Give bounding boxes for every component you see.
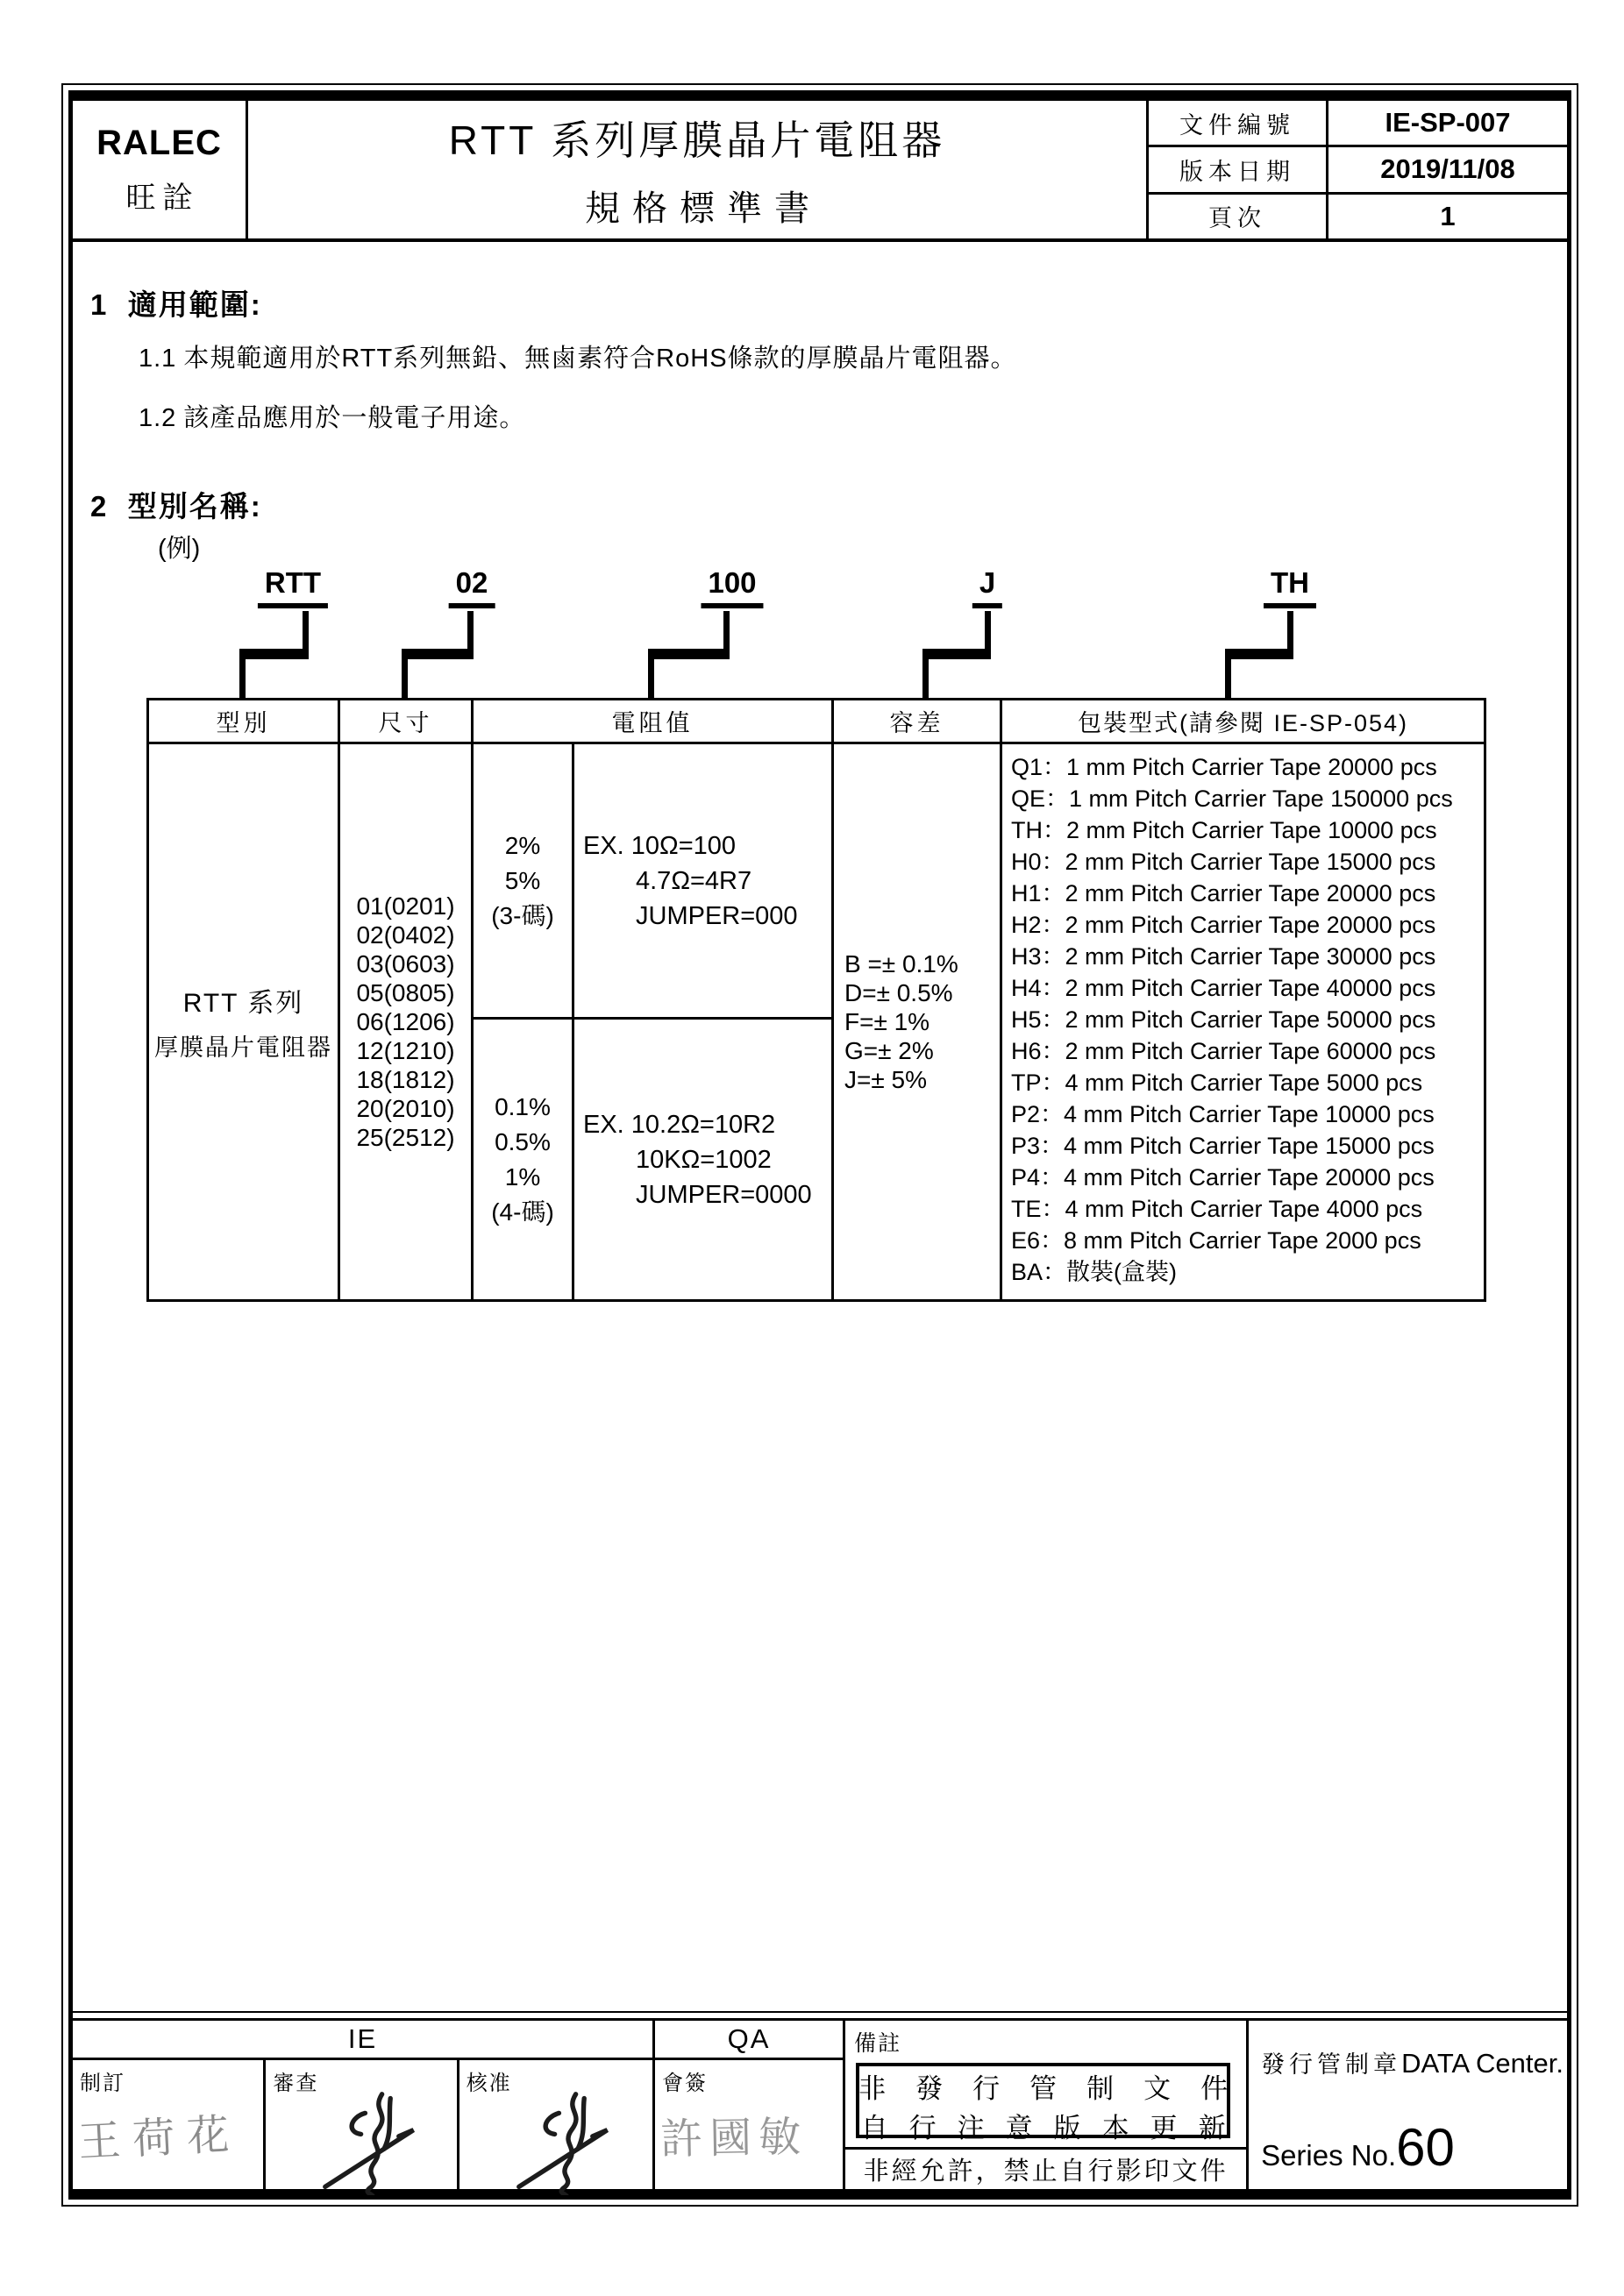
header-resistance: 電阻值 <box>474 700 834 742</box>
connector-segment <box>922 659 929 700</box>
sign-label: 審查 <box>273 2072 319 2095</box>
packaging-item: TP：4 mm Pitch Carrier Tape 5000 pcs <box>1011 1070 1423 1096</box>
doc-no-value: IE-SP-007 <box>1385 107 1511 139</box>
connector-segment <box>303 611 309 650</box>
packaging-item: H4：2 mm Pitch Carrier Tape 40000 pcs <box>1011 975 1436 1001</box>
four-digit-examples <box>574 1020 831 1299</box>
packaging-item: H3：2 mm Pitch Carrier Tape 30000 pcs <box>1011 943 1436 970</box>
doc-no-label: 文件編號 <box>1149 101 1328 145</box>
packaging-item: P3：4 mm Pitch Carrier Tape 15000 pcs <box>1011 1133 1435 1159</box>
packaging-item: H0：2 mm Pitch Carrier Tape 15000 pcs <box>1011 849 1436 875</box>
size-item: 18(1812) <box>356 1066 455 1093</box>
packaging-item: H5：2 mm Pitch Carrier Tape 50000 pcs <box>1011 1006 1436 1033</box>
resistance-three-digit-row <box>474 744 831 1020</box>
sign-cell-reviewed <box>266 2060 459 2189</box>
size-item: 25(2512) <box>356 1124 455 1151</box>
title-block <box>248 101 1149 238</box>
series-number: 60 <box>1396 2118 1455 2177</box>
connector-segment <box>723 611 730 650</box>
copy-notice: 非經允許，禁止自行影印文件 <box>845 2147 1246 2189</box>
size-item: 01(0201) <box>356 892 455 920</box>
tolerance-item: 0.5% <box>495 1127 551 1155</box>
connector-segment <box>239 659 246 700</box>
meta-row-doc-no <box>1149 101 1567 147</box>
footer-top-line <box>73 2011 1567 2013</box>
meta-row-page <box>1149 195 1567 238</box>
packaging-item: TE：4 mm Pitch Carrier Tape 4000 pcs <box>1011 1196 1423 1222</box>
part-code-series: RTT <box>258 566 328 608</box>
connector-segment <box>402 659 408 700</box>
tolerance-item: (3-碼) <box>491 901 554 929</box>
document-title: RTT 系列厚膜晶片電阻器 <box>448 117 946 163</box>
size-item: 05(0805) <box>356 979 455 1006</box>
tolerance-code-item: B =± 0.1% <box>844 950 958 977</box>
notes-box-line1: 非發行管制文件 <box>858 2073 1258 2104</box>
packaging-item: H6：2 mm Pitch Carrier Tape 60000 pcs <box>1011 1038 1436 1064</box>
header-size: 尺寸 <box>340 700 474 742</box>
connector-segment <box>648 649 730 659</box>
signature-scribble <box>510 2090 624 2195</box>
header-model: 型別 <box>149 700 340 742</box>
tolerance-item: 1% <box>504 1162 541 1191</box>
ie-section <box>73 2021 655 2189</box>
connector-segment <box>648 659 654 700</box>
packaging-item: H2：2 mm Pitch Carrier Tape 20000 pcs <box>1011 912 1436 938</box>
example-line: 4.7Ω=4R7 <box>636 866 752 895</box>
cell-sizes <box>340 744 474 1299</box>
scope-item <box>139 338 1017 374</box>
sign-cell-countersign <box>655 2060 843 2189</box>
scope-item-text: 該產品應用於一般電子用途。 <box>183 404 526 432</box>
sign-label: 制訂 <box>80 2072 125 2095</box>
meta-row-date <box>1149 147 1567 194</box>
stamp-value: DATA Center. <box>1401 2048 1563 2079</box>
company-block <box>73 101 248 238</box>
model-heading: 2 型別名稱: <box>90 490 262 522</box>
ie-signature-cells <box>73 2060 652 2189</box>
page-label: 頁次 <box>1149 195 1328 238</box>
part-code-tolerance: J <box>972 566 1002 608</box>
tolerance-item: (4-碼) <box>491 1198 554 1226</box>
signature-scribble <box>317 2090 431 2195</box>
spec-table-body-row <box>149 744 1484 1299</box>
page-value: 1 <box>1440 200 1456 231</box>
cell-model <box>149 744 340 1299</box>
sign-cell-approved <box>459 2060 652 2189</box>
document-subtitle: 規格標準書 <box>585 189 822 228</box>
scope-item-number: 1.2 <box>139 404 177 432</box>
qa-section <box>655 2021 845 2189</box>
packaging-item: BA：散裝(盒裝) <box>1011 1259 1177 1285</box>
series-label: Series No. <box>1261 2139 1397 2172</box>
connector-segment <box>239 649 309 659</box>
document-header <box>73 101 1567 242</box>
scope-heading: 1 適用範圍: <box>90 288 262 321</box>
scope-item <box>139 398 1017 434</box>
header-tolerance: 容差 <box>834 700 1002 742</box>
example-line: 10KΩ=1002 <box>636 1145 772 1174</box>
packaging-item: P4：4 mm Pitch Carrier Tape 20000 pcs <box>1011 1164 1435 1191</box>
tolerance-code-item: D=± 0.5% <box>844 979 953 1006</box>
cell-tolerance-codes <box>834 744 1002 1299</box>
scope-item-text: 本規範適用於RTT系列無鉛、無鹵素符合RoHS條款的厚膜晶片電阻器。 <box>183 345 1017 373</box>
signature-name: 許國敏 <box>659 2112 808 2164</box>
three-digit-examples <box>574 744 831 1017</box>
connector-segment <box>1225 659 1231 700</box>
example-line: EX. 10Ω=100 <box>583 831 737 860</box>
example-line: JUMPER=000 <box>636 901 798 930</box>
signature-name: 王荷花 <box>76 2109 243 2167</box>
company-name-chinese: 旺詮 <box>125 181 200 215</box>
connector-segment <box>467 611 474 650</box>
stamp-line <box>1261 2045 1563 2079</box>
packaging-item: P2：4 mm Pitch Carrier Tape 10000 pcs <box>1011 1101 1435 1127</box>
size-item: 06(1206) <box>356 1008 455 1035</box>
notes-label: 備註 <box>854 2031 902 2056</box>
tolerance-code-item: G=± 2% <box>844 1037 934 1064</box>
packaging-item: QE：1 mm Pitch Carrier Tape 150000 pcs <box>1011 785 1453 812</box>
ie-header: IE <box>73 2021 652 2060</box>
packaging-item: H1：2 mm Pitch Carrier Tape 20000 pcs <box>1011 880 1436 906</box>
connector-segment <box>402 649 474 659</box>
qa-header: QA <box>655 2021 843 2060</box>
connector-segment <box>922 649 991 659</box>
size-item: 20(2010) <box>356 1095 455 1122</box>
notes-section <box>845 2021 1258 2189</box>
tolerance-item: 5% <box>504 866 541 894</box>
packaging-item: E6：8 mm Pitch Carrier Tape 2000 pcs <box>1011 1227 1421 1254</box>
sign-cell-drafted <box>73 2060 266 2189</box>
notes-main <box>845 2021 1258 2147</box>
header-packaging: 包裝型式(請參閱 IE-SP-054) <box>1077 710 1409 736</box>
resistance-four-digit-row <box>474 1020 831 1299</box>
tolerance-item: 0.1% <box>495 1092 551 1120</box>
size-item: 03(0603) <box>356 950 455 977</box>
stamp-section <box>1249 2021 1567 2189</box>
four-digit-tolerances <box>474 1020 574 1299</box>
series-line <box>1261 2118 1563 2187</box>
part-code-size: 02 <box>449 566 495 608</box>
tolerance-code-item: F=± 1% <box>844 1008 930 1035</box>
series-name-line1: RTT 系列 <box>182 989 304 1018</box>
series-name-line2: 厚膜晶片電阻器 <box>154 1034 332 1061</box>
packaging-item: Q1：1 mm Pitch Carrier Tape 20000 pcs <box>1011 754 1437 780</box>
part-code-packaging: TH <box>1264 566 1316 608</box>
three-digit-tolerances <box>474 744 574 1017</box>
connector-segment <box>1225 649 1293 659</box>
approval-footer <box>73 2018 1567 2189</box>
notes-box-line2: 自行注意版本更新 <box>860 2113 1247 2143</box>
document-meta <box>1149 101 1567 238</box>
example-label: (例) <box>158 535 201 563</box>
date-value: 2019/11/08 <box>1380 153 1515 185</box>
sign-label: 核准 <box>466 2072 512 2095</box>
cell-resistance <box>474 744 834 1299</box>
size-item: 12(1210) <box>356 1037 455 1064</box>
sign-label: 會簽 <box>662 2072 708 2095</box>
example-line: EX. 10.2Ω=10R2 <box>583 1110 776 1139</box>
scope-item-number: 1.1 <box>139 345 177 373</box>
date-label: 版本日期 <box>1149 147 1328 191</box>
stamp-label: 發行管制章 <box>1261 2051 1402 2078</box>
size-item: 02(0402) <box>356 921 455 949</box>
notes-box <box>856 2063 1258 2143</box>
scope-items <box>139 338 1017 458</box>
cell-packaging <box>1002 744 1484 1299</box>
tolerance-code-item: J=± 5% <box>844 1066 927 1093</box>
packaging-item: TH：2 mm Pitch Carrier Tape 10000 pcs <box>1011 817 1437 843</box>
spec-table <box>146 698 1486 1302</box>
connector-segment <box>1287 611 1293 650</box>
example-line: JUMPER=0000 <box>636 1180 812 1209</box>
spec-table-header-row <box>149 700 1484 744</box>
connector-segment <box>985 611 991 650</box>
part-code-resistance: 100 <box>701 566 763 608</box>
tolerance-item: 2% <box>504 831 541 859</box>
company-logo-text: RALEC <box>96 123 222 162</box>
